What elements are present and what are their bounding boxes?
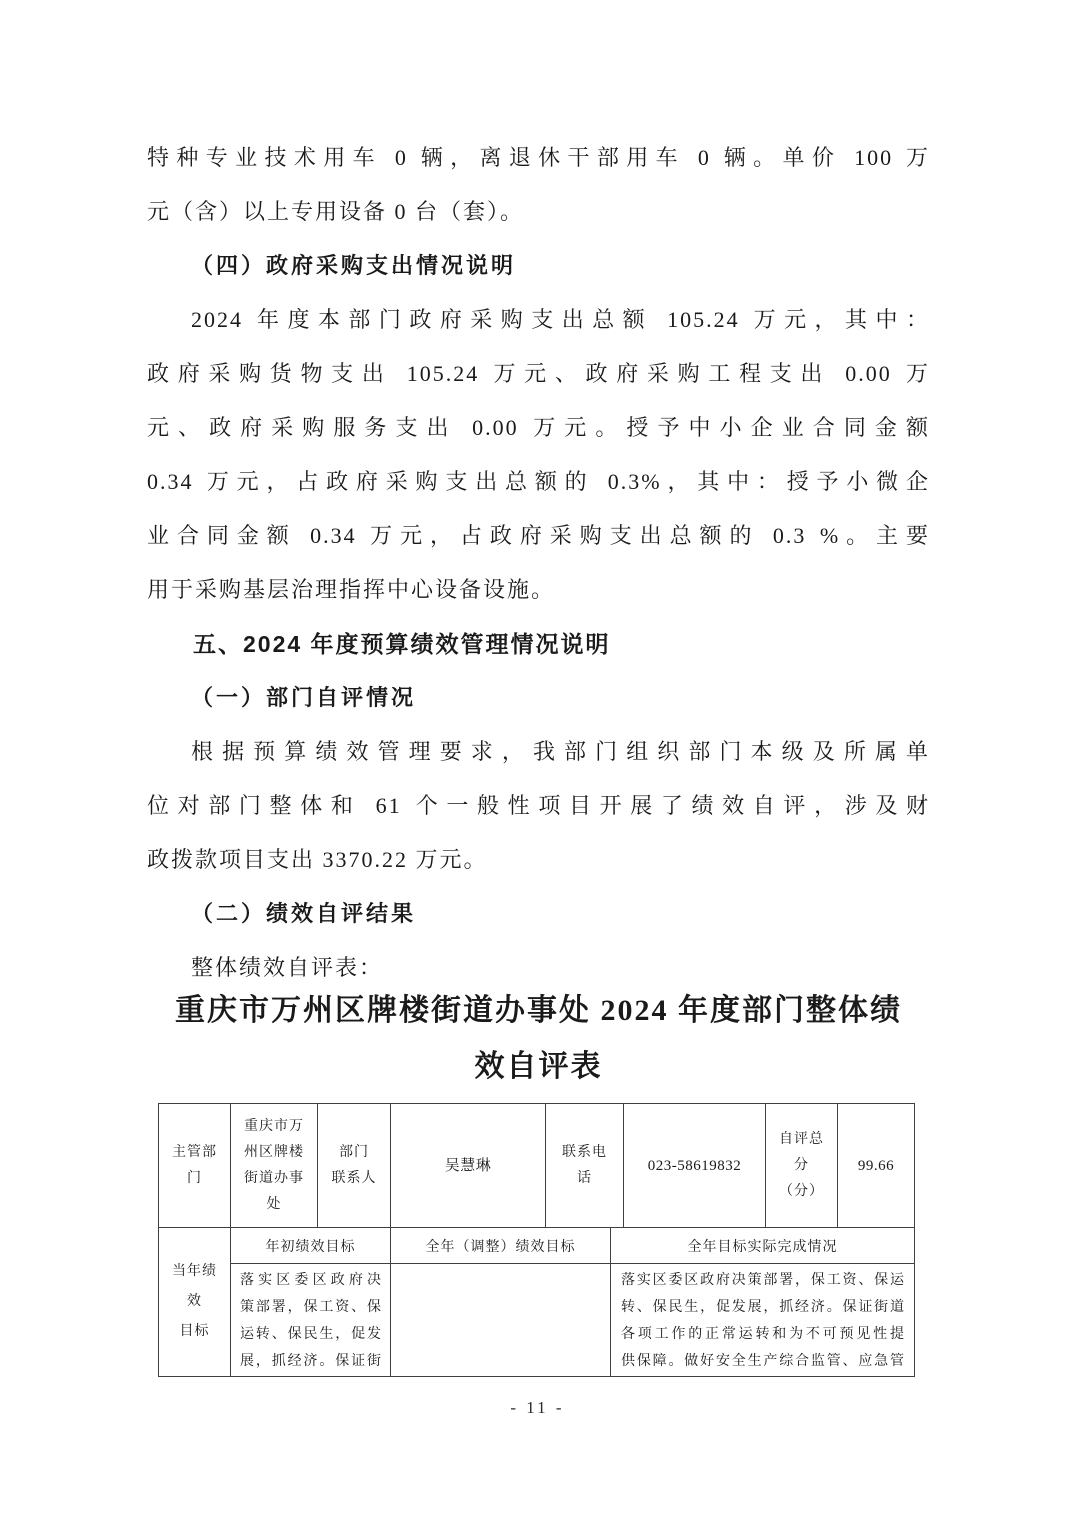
actual-completion-cell: 落实区委区政府决策部署，保工资、保运 转、保民生，促发展，抓经济。保证街道 各项工作的正常运转和为不可预见性提 供保障。做好安全生产综合监管、应急管: [621, 1273, 904, 1369]
supervisor-value-cell: 重庆市万 州区牌楼 街道办事 处: [231, 1104, 318, 1227]
table-lower-section: [159, 1228, 914, 1376]
performance-self-eval-table: [158, 1103, 915, 1377]
initial-goal-header-cell: 年初绩效目标: [231, 1228, 391, 1263]
heading-section-5-1: （一）部门自评情况: [191, 685, 417, 710]
initial-goal-cell: 落实区委区政府决 策部署，保工资、保 运转、保民生，促发 展，抓经济。保证街: [231, 1264, 391, 1376]
contact-label-cell: 部门 联系人: [318, 1104, 391, 1227]
heading-section-5-2: （二）绩效自评结果: [191, 901, 417, 926]
heading-section-5: 五、2024 年度预算绩效管理情况说明: [193, 631, 611, 657]
page-number: - 11 -: [510, 1398, 565, 1417]
table-title-line: 效自评表: [474, 1050, 603, 1083]
body-text-block: [147, 131, 930, 995]
table-title-line: 重庆市万州区牌楼街道办事处 2024 年度部门整体绩: [175, 994, 902, 1027]
table-intro-line: 整体绩效自评表：: [191, 955, 384, 980]
supervisor-label-cell: 主管部 门: [159, 1104, 231, 1227]
adjusted-goal-cell: [391, 1264, 611, 1376]
table-row: [159, 1104, 914, 1228]
phone-label-cell: 联系电 话: [546, 1104, 624, 1227]
score-value-cell: 99.66: [857, 1157, 895, 1174]
goal-content-row: [231, 1264, 914, 1376]
phone-value-cell: 023-58619832: [624, 1104, 766, 1227]
body-line: 特种专业技术用车 0 辆，离退休干部用车 0 辆。单价 100 万: [147, 145, 930, 170]
body-line: 元、政府采购服务支出 0.00 万元。授予中小企业合同金额: [147, 415, 930, 440]
body-line: 元（含）以上专用设备 0 台（套）。: [147, 199, 525, 224]
adjusted-goal-header-cell: 全年（调整）绩效目标: [391, 1228, 611, 1263]
goal-header-row: [231, 1228, 914, 1264]
actual-completion-header-cell: 全年目标实际完成情况: [687, 1239, 838, 1255]
body-line: 用于采购基层治理指挥中心设备设施。: [147, 577, 556, 602]
body-line: 业合同金额 0.34 万元，占政府采购支出总额的 0.3 %。主要: [147, 523, 930, 548]
body-line: 根据预算绩效管理要求，我部门组织部门本级及所属单: [191, 739, 930, 764]
heading-section-4: （四）政府采购支出情况说明: [191, 253, 517, 278]
current-year-goal-label-cell: 当年绩 效 目标: [159, 1228, 231, 1376]
contact-value-cell: 吴慧琳: [391, 1104, 546, 1227]
body-line: 政拨款项目支出 3370.22 万元。: [147, 847, 488, 872]
body-line: 2024 年度本部门政府采购支出总额 105.24 万元，其中：: [191, 307, 930, 332]
table-title: [147, 983, 930, 1095]
body-line: 0.34 万元，占政府采购支出总额的 0.3%，其中：授予小微企: [147, 469, 930, 494]
body-line: 位对部门整体和 61 个一般性项目开展了绩效自评，涉及财: [147, 793, 930, 818]
body-line: 政府采购货物支出 105.24 万元、政府采购工程支出 0.00 万: [147, 361, 930, 386]
score-label-cell: 自评总 分 （分）: [766, 1104, 838, 1227]
